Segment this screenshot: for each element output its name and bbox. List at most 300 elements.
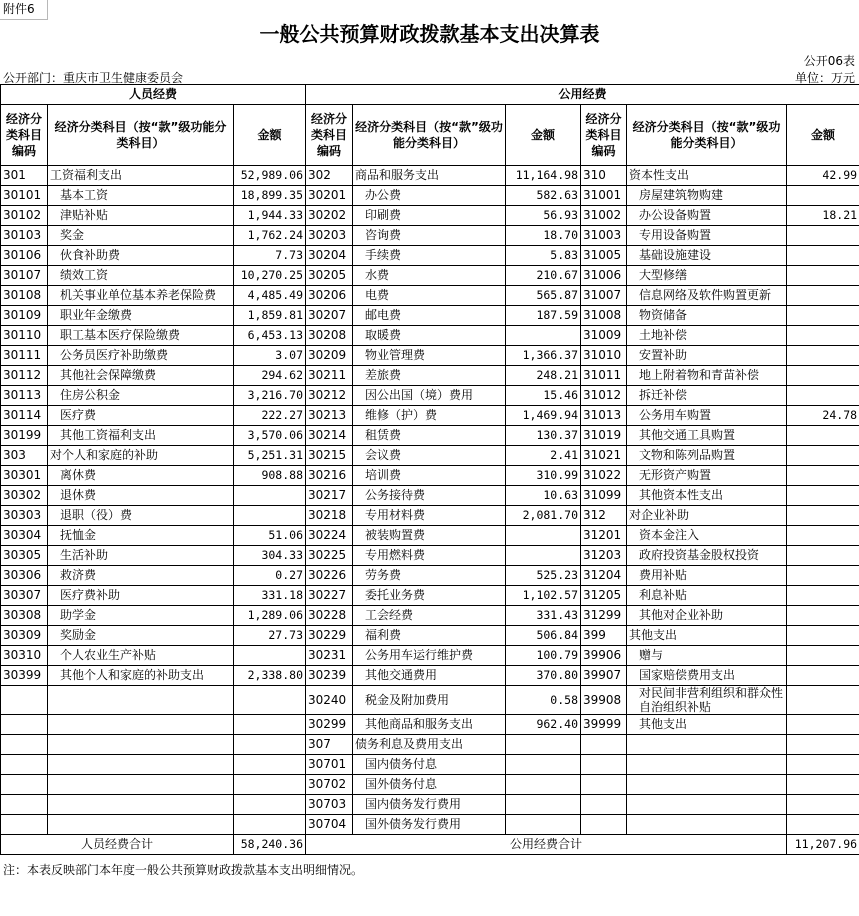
amount-cell[interactable]: 18.21 — [787, 206, 859, 226]
amount-cell[interactable]: 18,899.35 — [234, 186, 306, 206]
name-cell[interactable]: 电费 — [353, 286, 506, 306]
code-cell[interactable]: 31005 — [581, 246, 627, 266]
code-cell[interactable]: 30310 — [1, 646, 48, 666]
code-cell[interactable]: 31006 — [581, 266, 627, 286]
amount-cell[interactable] — [787, 186, 859, 206]
code-cell[interactable]: 30309 — [1, 626, 48, 646]
name-cell[interactable]: 安置补助 — [627, 346, 787, 366]
code-cell[interactable]: 30206 — [306, 286, 353, 306]
name-cell[interactable]: 个人农业生产补贴 — [48, 646, 234, 666]
name-cell[interactable]: 生活补助 — [48, 546, 234, 566]
amount-cell[interactable] — [234, 815, 306, 835]
code-cell[interactable]: 30114 — [1, 406, 48, 426]
amount-cell[interactable]: 3.07 — [234, 346, 306, 366]
code-cell[interactable]: 30224 — [306, 526, 353, 546]
amount-cell[interactable] — [234, 755, 306, 775]
code-cell[interactable]: 30106 — [1, 246, 48, 266]
amount-cell[interactable] — [506, 326, 581, 346]
name-cell[interactable]: 奖励金 — [48, 626, 234, 646]
amount-cell[interactable]: 24.78 — [787, 406, 859, 426]
name-cell[interactable]: 福利费 — [353, 626, 506, 646]
name-cell[interactable]: 职业年金缴费 — [48, 306, 234, 326]
amount-cell[interactable]: 1,289.06 — [234, 606, 306, 626]
name-cell[interactable]: 对企业补助 — [627, 506, 787, 526]
amount-cell[interactable]: 2.41 — [506, 446, 581, 466]
amount-cell[interactable] — [787, 795, 859, 815]
code-cell[interactable]: 30212 — [306, 386, 353, 406]
code-cell[interactable]: 30702 — [306, 775, 353, 795]
name-cell[interactable]: 公务接待费 — [353, 486, 506, 506]
amount-cell[interactable] — [234, 486, 306, 506]
code-cell[interactable]: 30703 — [306, 795, 353, 815]
name-cell[interactable]: 机关事业单位基本养老保险费 — [48, 286, 234, 306]
code-cell[interactable]: 31099 — [581, 486, 627, 506]
name-cell[interactable]: 维修（护）费 — [353, 406, 506, 426]
name-header-1[interactable]: 经济分类科目（按“款”级功能分类科目） — [48, 105, 234, 166]
amount-cell[interactable] — [787, 686, 859, 715]
name-cell[interactable]: 土地补偿 — [627, 326, 787, 346]
name-cell[interactable]: 基本工资 — [48, 186, 234, 206]
code-cell[interactable]: 31022 — [581, 466, 627, 486]
amount-cell[interactable]: 908.88 — [234, 466, 306, 486]
code-cell[interactable]: 30228 — [306, 606, 353, 626]
amount-cell[interactable] — [787, 506, 859, 526]
name-cell[interactable]: 国内债务发行费用 — [353, 795, 506, 815]
amount-cell[interactable] — [787, 666, 859, 686]
amount-cell[interactable]: 370.80 — [506, 666, 581, 686]
name-cell[interactable]: 资本金注入 — [627, 526, 787, 546]
name-cell[interactable]: 其他商品和服务支出 — [353, 715, 506, 735]
name-cell[interactable]: 伙食补助费 — [48, 246, 234, 266]
code-cell[interactable]: 30113 — [1, 386, 48, 406]
amount-cell[interactable]: 331.18 — [234, 586, 306, 606]
amount-cell[interactable]: 304.33 — [234, 546, 306, 566]
name-cell[interactable]: 专用燃料费 — [353, 546, 506, 566]
code-cell[interactable]: 30226 — [306, 566, 353, 586]
amount-cell[interactable]: 18.70 — [506, 226, 581, 246]
code-cell[interactable]: 39999 — [581, 715, 627, 735]
name-cell[interactable]: 专用材料费 — [353, 506, 506, 526]
code-cell[interactable]: 303 — [1, 446, 48, 466]
amount-cell[interactable] — [787, 626, 859, 646]
name-cell[interactable]: 取暖费 — [353, 326, 506, 346]
code-cell[interactable]: 301 — [1, 166, 48, 186]
code-cell[interactable]: 30227 — [306, 586, 353, 606]
code-cell[interactable]: 30213 — [306, 406, 353, 426]
code-cell[interactable] — [1, 795, 48, 815]
name-cell[interactable]: 培训费 — [353, 466, 506, 486]
code-cell[interactable] — [1, 755, 48, 775]
name-cell[interactable]: 租赁费 — [353, 426, 506, 446]
name-cell[interactable]: 手续费 — [353, 246, 506, 266]
name-cell[interactable] — [48, 755, 234, 775]
name-cell[interactable]: 津贴补贴 — [48, 206, 234, 226]
amount-cell[interactable]: 4,485.49 — [234, 286, 306, 306]
amount-cell[interactable] — [787, 526, 859, 546]
name-cell[interactable]: 其他交通费用 — [353, 666, 506, 686]
amount-cell[interactable]: 331.43 — [506, 606, 581, 626]
name-cell[interactable]: 国外债务付息 — [353, 775, 506, 795]
name-cell[interactable]: 对民间非营利组织和群众性自治组织补贴 — [627, 686, 787, 715]
amount-cell[interactable]: 3,570.06 — [234, 426, 306, 446]
amount-cell[interactable]: 506.84 — [506, 626, 581, 646]
name-cell[interactable]: 文物和陈列品购置 — [627, 446, 787, 466]
code-cell[interactable]: 30102 — [1, 206, 48, 226]
code-header-1[interactable]: 经济分类科目编码 — [1, 105, 48, 166]
code-cell[interactable]: 30308 — [1, 606, 48, 626]
name-cell[interactable]: 其他交通工具购置 — [627, 426, 787, 446]
amount-cell[interactable]: 5,251.31 — [234, 446, 306, 466]
name-cell[interactable]: 其他支出 — [627, 626, 787, 646]
code-cell[interactable]: 30302 — [1, 486, 48, 506]
name-cell[interactable]: 其他支出 — [627, 715, 787, 735]
amount-header-2[interactable]: 金额 — [506, 105, 581, 166]
amount-cell[interactable]: 7.73 — [234, 246, 306, 266]
amount-cell[interactable] — [234, 795, 306, 815]
amount-cell[interactable]: 1,859.81 — [234, 306, 306, 326]
amount-cell[interactable] — [506, 526, 581, 546]
name-cell[interactable] — [48, 775, 234, 795]
code-cell[interactable] — [581, 775, 627, 795]
amount-cell[interactable] — [234, 686, 306, 715]
code-cell[interactable]: 30215 — [306, 446, 353, 466]
amount-cell[interactable]: 1,366.37 — [506, 346, 581, 366]
name-cell[interactable]: 无形资产购置 — [627, 466, 787, 486]
code-cell[interactable] — [581, 815, 627, 835]
code-cell[interactable]: 310 — [581, 166, 627, 186]
name-cell[interactable] — [627, 735, 787, 755]
code-cell[interactable]: 30307 — [1, 586, 48, 606]
amount-cell[interactable] — [787, 266, 859, 286]
amount-cell[interactable]: 3,216.70 — [234, 386, 306, 406]
code-cell[interactable]: 30208 — [306, 326, 353, 346]
amount-cell[interactable]: 27.73 — [234, 626, 306, 646]
code-cell[interactable]: 30204 — [306, 246, 353, 266]
name-cell[interactable]: 国外债务发行费用 — [353, 815, 506, 835]
code-cell[interactable]: 30701 — [306, 755, 353, 775]
code-cell[interactable] — [1, 686, 48, 715]
code-cell[interactable]: 31013 — [581, 406, 627, 426]
name-cell[interactable]: 基础设施建设 — [627, 246, 787, 266]
amount-cell[interactable] — [787, 566, 859, 586]
code-cell[interactable]: 31201 — [581, 526, 627, 546]
code-cell[interactable] — [1, 735, 48, 755]
amount-header-3[interactable]: 金额 — [787, 105, 859, 166]
code-cell[interactable]: 30303 — [1, 506, 48, 526]
amount-cell[interactable] — [787, 775, 859, 795]
code-cell[interactable]: 30107 — [1, 266, 48, 286]
amount-cell[interactable]: 10.63 — [506, 486, 581, 506]
code-cell[interactable]: 30305 — [1, 546, 48, 566]
amount-cell[interactable]: 51.06 — [234, 526, 306, 546]
amount-cell[interactable]: 582.63 — [506, 186, 581, 206]
code-cell[interactable] — [1, 775, 48, 795]
name-cell[interactable]: 对个人和家庭的补助 — [48, 446, 234, 466]
code-cell[interactable]: 30704 — [306, 815, 353, 835]
amount-cell[interactable] — [787, 366, 859, 386]
code-cell[interactable]: 30110 — [1, 326, 48, 346]
name-cell[interactable]: 差旅费 — [353, 366, 506, 386]
amount-cell[interactable] — [787, 286, 859, 306]
amount-cell[interactable]: 56.93 — [506, 206, 581, 226]
code-header-2[interactable]: 经济分类科目编码 — [306, 105, 353, 166]
amount-cell[interactable] — [787, 426, 859, 446]
code-cell[interactable]: 31002 — [581, 206, 627, 226]
code-cell[interactable]: 30205 — [306, 266, 353, 286]
amount-cell[interactable]: 52,989.06 — [234, 166, 306, 186]
amount-cell[interactable]: 962.40 — [506, 715, 581, 735]
code-cell[interactable]: 30214 — [306, 426, 353, 446]
amount-cell[interactable] — [787, 646, 859, 666]
code-cell[interactable]: 30225 — [306, 546, 353, 566]
code-cell[interactable]: 31204 — [581, 566, 627, 586]
name-cell[interactable]: 奖金 — [48, 226, 234, 246]
name-cell[interactable]: 工资福利支出 — [48, 166, 234, 186]
amount-cell[interactable] — [506, 755, 581, 775]
name-cell[interactable]: 拆迁补偿 — [627, 386, 787, 406]
name-cell[interactable]: 房屋建筑物购建 — [627, 186, 787, 206]
code-cell[interactable]: 30229 — [306, 626, 353, 646]
name-cell[interactable]: 被装购置费 — [353, 526, 506, 546]
code-cell[interactable]: 31203 — [581, 546, 627, 566]
name-cell[interactable]: 地上附着物和青苗补偿 — [627, 366, 787, 386]
name-cell[interactable]: 信息网络及软件购置更新 — [627, 286, 787, 306]
amount-cell[interactable]: 294.62 — [234, 366, 306, 386]
amount-cell[interactable] — [787, 246, 859, 266]
amount-cell[interactable] — [787, 326, 859, 346]
amount-cell[interactable] — [234, 646, 306, 666]
name-cell[interactable] — [48, 795, 234, 815]
amount-cell[interactable] — [787, 486, 859, 506]
code-cell[interactable]: 30108 — [1, 286, 48, 306]
name-cell[interactable] — [48, 815, 234, 835]
code-cell[interactable]: 30218 — [306, 506, 353, 526]
name-cell[interactable]: 费用补贴 — [627, 566, 787, 586]
code-cell[interactable]: 39907 — [581, 666, 627, 686]
public-total-label[interactable]: 公用经费合计 — [306, 835, 787, 855]
code-cell[interactable]: 31007 — [581, 286, 627, 306]
code-cell[interactable]: 31003 — [581, 226, 627, 246]
name-cell[interactable]: 赠与 — [627, 646, 787, 666]
amount-cell[interactable] — [787, 586, 859, 606]
amount-cell[interactable] — [787, 446, 859, 466]
amount-cell[interactable] — [787, 606, 859, 626]
code-header-3[interactable]: 经济分类科目编码 — [581, 105, 627, 166]
amount-cell[interactable]: 0.27 — [234, 566, 306, 586]
code-cell[interactable] — [1, 715, 48, 735]
amount-cell[interactable]: 1,469.94 — [506, 406, 581, 426]
code-cell[interactable]: 30202 — [306, 206, 353, 226]
code-cell[interactable] — [581, 735, 627, 755]
name-cell[interactable]: 助学金 — [48, 606, 234, 626]
name-cell[interactable]: 绩效工资 — [48, 266, 234, 286]
name-cell[interactable]: 物资储备 — [627, 306, 787, 326]
name-cell[interactable]: 公务用车购置 — [627, 406, 787, 426]
code-cell[interactable]: 30211 — [306, 366, 353, 386]
amount-cell[interactable]: 2,338.80 — [234, 666, 306, 686]
amount-cell[interactable] — [506, 546, 581, 566]
amount-cell[interactable] — [506, 795, 581, 815]
amount-cell[interactable]: 6,453.13 — [234, 326, 306, 346]
name-cell[interactable]: 邮电费 — [353, 306, 506, 326]
code-cell[interactable]: 30301 — [1, 466, 48, 486]
code-cell[interactable]: 30207 — [306, 306, 353, 326]
code-cell[interactable]: 31205 — [581, 586, 627, 606]
name-cell[interactable]: 住房公积金 — [48, 386, 234, 406]
code-cell[interactable]: 30239 — [306, 666, 353, 686]
name-cell[interactable] — [627, 755, 787, 775]
code-cell[interactable] — [581, 795, 627, 815]
amount-cell[interactable]: 1,944.33 — [234, 206, 306, 226]
code-cell[interactable]: 31011 — [581, 366, 627, 386]
code-cell[interactable]: 39906 — [581, 646, 627, 666]
amount-cell[interactable] — [787, 386, 859, 406]
name-cell[interactable]: 国内债务付息 — [353, 755, 506, 775]
name-cell[interactable]: 办公设备购置 — [627, 206, 787, 226]
name-cell[interactable]: 其他社会保障缴费 — [48, 366, 234, 386]
attachment-label[interactable]: 附件6 — [0, 0, 48, 20]
name-cell[interactable]: 工会经费 — [353, 606, 506, 626]
amount-cell[interactable]: 0.58 — [506, 686, 581, 715]
name-cell[interactable]: 物业管理费 — [353, 346, 506, 366]
name-cell[interactable]: 办公费 — [353, 186, 506, 206]
amount-cell[interactable] — [787, 815, 859, 835]
amount-cell[interactable] — [787, 306, 859, 326]
amount-cell[interactable]: 310.99 — [506, 466, 581, 486]
amount-cell[interactable] — [787, 346, 859, 366]
code-cell[interactable]: 31021 — [581, 446, 627, 466]
name-cell[interactable] — [48, 715, 234, 735]
code-cell[interactable]: 30399 — [1, 666, 48, 686]
amount-cell[interactable]: 222.27 — [234, 406, 306, 426]
amount-cell[interactable] — [506, 775, 581, 795]
name-cell[interactable] — [627, 775, 787, 795]
amount-cell[interactable]: 1,102.57 — [506, 586, 581, 606]
code-cell[interactable]: 30240 — [306, 686, 353, 715]
code-cell[interactable]: 30109 — [1, 306, 48, 326]
amount-cell[interactable]: 11,164.98 — [506, 166, 581, 186]
code-cell[interactable]: 399 — [581, 626, 627, 646]
amount-cell[interactable]: 1,762.24 — [234, 226, 306, 246]
code-cell[interactable]: 30101 — [1, 186, 48, 206]
name-header-3[interactable]: 经济分类科目（按“款”级功能分类科目） — [627, 105, 787, 166]
amount-cell[interactable]: 187.59 — [506, 306, 581, 326]
name-header-2[interactable]: 经济分类科目（按“款”级功能分类科目） — [353, 105, 506, 166]
name-cell[interactable] — [48, 686, 234, 715]
amount-cell[interactable] — [787, 466, 859, 486]
name-cell[interactable]: 商品和服务支出 — [353, 166, 506, 186]
name-cell[interactable]: 专用设备购置 — [627, 226, 787, 246]
name-cell[interactable]: 公务用车运行维护费 — [353, 646, 506, 666]
name-cell[interactable]: 抚恤金 — [48, 526, 234, 546]
name-cell[interactable]: 政府投资基金股权投资 — [627, 546, 787, 566]
amount-cell[interactable]: 565.87 — [506, 286, 581, 306]
code-cell[interactable]: 31009 — [581, 326, 627, 346]
code-cell[interactable]: 307 — [306, 735, 353, 755]
amount-cell[interactable] — [787, 546, 859, 566]
amount-cell[interactable]: 42.99 — [787, 166, 859, 186]
amount-cell[interactable]: 210.67 — [506, 266, 581, 286]
name-cell[interactable]: 税金及附加费用 — [353, 686, 506, 715]
amount-cell[interactable] — [234, 715, 306, 735]
code-cell[interactable]: 30201 — [306, 186, 353, 206]
name-cell[interactable]: 会议费 — [353, 446, 506, 466]
name-cell[interactable]: 医疗费 — [48, 406, 234, 426]
code-cell[interactable]: 30112 — [1, 366, 48, 386]
name-cell[interactable] — [627, 815, 787, 835]
code-cell[interactable]: 31008 — [581, 306, 627, 326]
amount-cell[interactable] — [506, 815, 581, 835]
name-cell[interactable]: 职工基本医疗保险缴费 — [48, 326, 234, 346]
name-cell[interactable]: 其他工资福利支出 — [48, 426, 234, 446]
name-cell[interactable]: 劳务费 — [353, 566, 506, 586]
amount-cell[interactable]: 100.79 — [506, 646, 581, 666]
personnel-total-value[interactable]: 58,240.36 — [234, 835, 306, 855]
code-cell[interactable]: 30209 — [306, 346, 353, 366]
name-cell[interactable]: 债务利息及费用支出 — [353, 735, 506, 755]
amount-cell[interactable]: 525.23 — [506, 566, 581, 586]
name-cell[interactable]: 离休费 — [48, 466, 234, 486]
personnel-group-header[interactable]: 人员经费 — [1, 85, 306, 105]
code-cell[interactable]: 31019 — [581, 426, 627, 446]
code-cell[interactable]: 30111 — [1, 346, 48, 366]
name-cell[interactable]: 退职（役）费 — [48, 506, 234, 526]
code-cell[interactable]: 31010 — [581, 346, 627, 366]
amount-cell[interactable] — [234, 775, 306, 795]
name-cell[interactable]: 咨询费 — [353, 226, 506, 246]
name-cell[interactable]: 国家赔偿费用支出 — [627, 666, 787, 686]
name-cell[interactable]: 因公出国（境）费用 — [353, 386, 506, 406]
code-cell[interactable]: 30299 — [306, 715, 353, 735]
code-cell[interactable]: 30216 — [306, 466, 353, 486]
code-cell[interactable]: 30199 — [1, 426, 48, 446]
public-total-value[interactable]: 11,207.96 — [787, 835, 859, 855]
amount-cell[interactable] — [506, 735, 581, 755]
name-cell[interactable] — [627, 795, 787, 815]
code-cell[interactable]: 30203 — [306, 226, 353, 246]
name-cell[interactable]: 其他资本性支出 — [627, 486, 787, 506]
amount-cell[interactable] — [787, 755, 859, 775]
public-group-header[interactable]: 公用经费 — [306, 85, 859, 105]
name-cell[interactable]: 其他个人和家庭的补助支出 — [48, 666, 234, 686]
name-cell[interactable] — [48, 735, 234, 755]
name-cell[interactable]: 大型修缮 — [627, 266, 787, 286]
code-cell[interactable]: 312 — [581, 506, 627, 526]
amount-cell[interactable] — [787, 715, 859, 735]
code-cell[interactable]: 39908 — [581, 686, 627, 715]
code-cell[interactable]: 30304 — [1, 526, 48, 546]
name-cell[interactable]: 委托业务费 — [353, 586, 506, 606]
code-cell[interactable]: 30103 — [1, 226, 48, 246]
amount-cell[interactable]: 10,270.25 — [234, 266, 306, 286]
name-cell[interactable]: 救济费 — [48, 566, 234, 586]
name-cell[interactable]: 其他对企业补助 — [627, 606, 787, 626]
amount-cell[interactable] — [234, 735, 306, 755]
name-cell[interactable]: 水费 — [353, 266, 506, 286]
name-cell[interactable]: 利息补贴 — [627, 586, 787, 606]
code-cell[interactable] — [1, 815, 48, 835]
code-cell[interactable] — [581, 755, 627, 775]
name-cell[interactable]: 医疗费补助 — [48, 586, 234, 606]
amount-cell[interactable] — [787, 735, 859, 755]
amount-cell[interactable]: 2,081.70 — [506, 506, 581, 526]
amount-cell[interactable]: 5.83 — [506, 246, 581, 266]
amount-cell[interactable]: 248.21 — [506, 366, 581, 386]
code-cell[interactable]: 302 — [306, 166, 353, 186]
code-cell[interactable]: 30306 — [1, 566, 48, 586]
code-cell[interactable]: 30217 — [306, 486, 353, 506]
amount-cell[interactable] — [234, 506, 306, 526]
